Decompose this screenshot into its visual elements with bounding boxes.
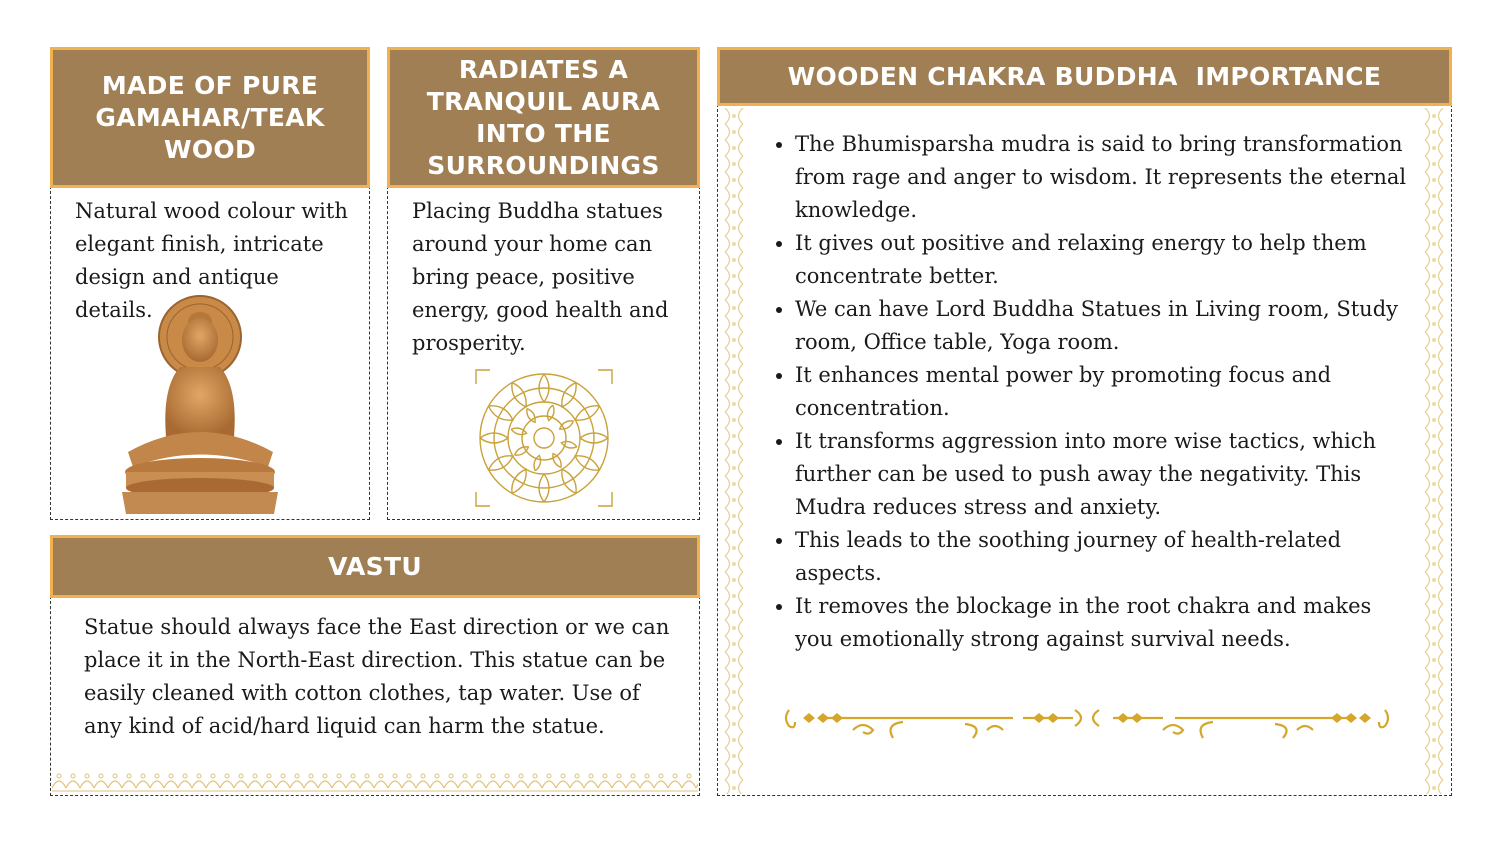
list-item: • It transforms aggression into more wise tactics, which further can be used to push away the negativity. This Mudra reduces stress and anxiety.: [795, 425, 1415, 524]
vastu-card-title: VASTU: [328, 551, 422, 581]
aura-card-title: RADIATES A TRANQUIL AURA INTO THE SURROUNDINGS: [426, 54, 661, 180]
importance-card-header: [717, 47, 1452, 106]
left-gold-border: [721, 108, 747, 794]
gold-divider-ornament: [783, 700, 1391, 740]
lace-border: [52, 764, 698, 794]
list-item: • We can have Lord Buddha Statues in Living room, Study room, Office table, Yoga room.: [795, 293, 1415, 359]
importance-list: [773, 128, 1415, 656]
buddha-statue-image: [118, 292, 283, 517]
wood-card-header: [50, 47, 370, 188]
mandala-icon: [474, 368, 614, 508]
wood-card-title: MADE OF PURE GAMAHAR/TEAK WOOD: [95, 70, 325, 164]
list-item: • It removes the blockage in the root chakra and makes you emotionally strong against survival needs.: [795, 590, 1415, 656]
aura-card-header: [387, 47, 700, 188]
list-item: • It gives out positive and relaxing energy to help them concentrate better.: [795, 227, 1415, 293]
aura-card-text: Placing Buddha statues around your home can bring peace, positive energy, good health and prosperity.: [412, 199, 669, 355]
vastu-card-header: [50, 535, 700, 598]
importance-card-title: WOODEN CHAKRA BUDDHA IMPORTANCE: [787, 61, 1382, 91]
right-gold-border: [1421, 108, 1447, 794]
wood-card-text: Natural wood colour with elegant finish, intricate design and antique details.: [75, 199, 348, 322]
list-item: • It enhances mental power by promoting focus and concentration.: [795, 359, 1415, 425]
list-item: • This leads to the soothing journey of health-related aspects.: [795, 524, 1415, 590]
list-item: • The Bhumisparsha mudra is said to bring transformation from rage and anger to wisdom. It represents the eternal knowledge.: [795, 128, 1415, 227]
vastu-card-text: Statue should always face the East direction or we can place it in the North-East direction. This statue can be easily cleaned with cotton clothes, tap water. Use of any kind of acid/hard liquid can harm the statue.: [84, 615, 670, 738]
